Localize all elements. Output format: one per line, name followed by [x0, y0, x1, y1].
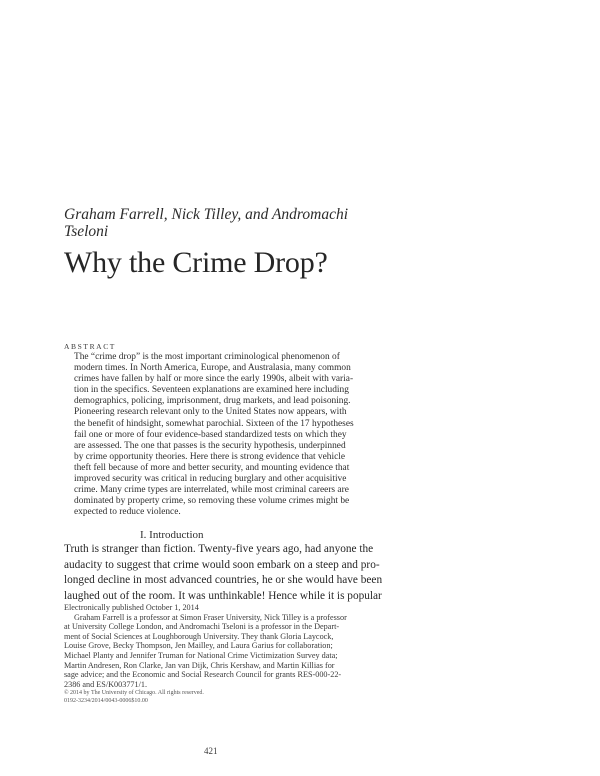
abstract-body	[74, 352, 354, 518]
abstract-line: improved security was critical in reducing burglary and other acquisitive	[74, 474, 347, 485]
intro-line: audacity to suggest that crime would soon embark on a steep and pro-	[64, 558, 380, 571]
abstract-line: demographics, policing, imprisonment, drug markets, and lead poisoning.	[74, 396, 351, 407]
abstract-line: theft fell because of more and better security, and mounting evidence that	[74, 462, 350, 473]
abstract-line: expected to reduce violence.	[74, 507, 181, 518]
note-line: ment of Social Sciences at Loughborough University. They thank Gloria Laycock,	[64, 631, 334, 641]
abstract-line: by crime opportunity theories. Here there is strong evidence that vehicle	[74, 451, 346, 462]
abstract-line: crimes have fallen by half or more since the early 1990s, albeit with varia-	[74, 374, 354, 385]
abstract-line: tion in the specifics. Seventeen explanations are examined here including	[74, 385, 349, 396]
note-line: Martin Andresen, Ron Clarke, Jan van Dijk, Chris Kershaw, and Martin Killias for	[64, 660, 335, 670]
abstract-line: The “crime drop” is the most important criminological phenomenon of	[74, 352, 340, 362]
note-line: sage advice; and the Economic and Social Research Council for grants RES-000-22-	[64, 670, 342, 680]
copyright-line: © 2014 by The University of Chicago. All rights reserved.	[64, 690, 204, 696]
author-notes	[64, 603, 364, 689]
note-line: Graham Farrell is a professor at Simon Fraser University, Nick Tilley is a professor	[74, 612, 347, 622]
abstract-line: are assessed. The one that passes is the security hypothesis, underpinned	[74, 440, 346, 451]
abstract-label: ABSTRACT	[64, 342, 116, 351]
authors-line-2: Tseloni	[64, 223, 109, 240]
abstract-line: the benefit of hindsight, somewhat parochial. Sixteen of the 17 hypotheses	[74, 418, 354, 429]
abstract-line: fail one or more of four evidence-based standardized tests on which they	[74, 429, 347, 440]
note-line: Louise Grove, Becky Thompson, Jen Mailley, and Laura Garius for collaboration;	[64, 641, 333, 651]
article-title: Why the Crime Drop?	[64, 246, 328, 279]
intro-line: Truth is stranger than fiction. Twenty-five years ago, had anyone the	[64, 543, 374, 555]
authors-line-1: Graham Farrell, Nick Tilley, and Andromachi	[64, 206, 349, 223]
copyright-notice	[64, 690, 204, 706]
intro-line: longed decline in most advanced countries, he or she would have been	[64, 574, 383, 587]
abstract-line: dominated by property crime, so removing these volume crimes might be	[74, 496, 350, 507]
abstract-line: modern times. In North America, Europe, and Australasia, many common	[74, 363, 351, 374]
page-number: 421	[204, 746, 218, 756]
issn-line: 0192-3234/2014/0043-0006$10.00	[64, 697, 148, 704]
abstract-line: Pioneering research relevant only to the United States now appears, with	[74, 407, 347, 418]
note-line: Michael Planty and Jennifer Truman for National Crime Victimization Survey data;	[64, 650, 338, 660]
note-line: at University College London, and Andromachi Tseloni is a professor in the Depart-	[64, 622, 340, 632]
introduction-body	[64, 542, 383, 604]
note-line: 2386 and ES/K003771/1.	[64, 679, 148, 689]
article-authors	[64, 206, 364, 240]
section-heading: I. Introduction	[140, 529, 204, 541]
intro-line: laughed out of the room. It was unthinkable! Hence while it is popular	[64, 589, 382, 602]
abstract-line: crime. Many crime types are interrelated, while most criminal careers are	[74, 485, 349, 496]
published-date: Electronically published October 1, 2014	[64, 603, 199, 612]
